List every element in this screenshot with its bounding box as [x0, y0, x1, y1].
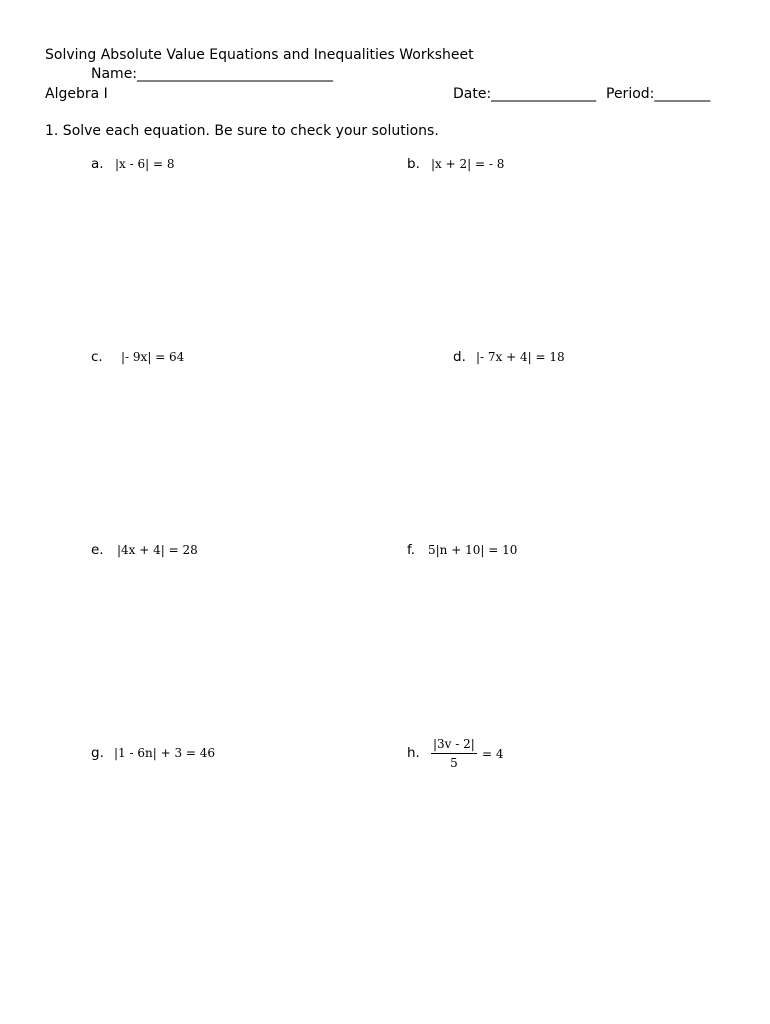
- name-line: Name:____________________________: [91, 66, 334, 82]
- problem-e-label: e.: [91, 542, 104, 558]
- problem-h-rhs: = 4: [482, 747, 504, 761]
- problem-h-fraction: [431, 736, 477, 771]
- problem-b-label: b.: [407, 156, 420, 172]
- problem-g-label: g.: [91, 745, 104, 761]
- problem-c-label: c.: [91, 349, 103, 365]
- problem-b-equation: |x + 2| = - 8: [431, 157, 505, 171]
- period-line: Period:________: [606, 86, 711, 102]
- problem-g-equation: |1 - 6n| + 3 = 46: [114, 746, 216, 760]
- problem-h-denominator: 5: [450, 756, 458, 770]
- problem-c-equation: |- 9x| = 64: [121, 350, 185, 364]
- problem-f-label: f.: [407, 542, 416, 558]
- problem-a-label: a.: [91, 156, 104, 172]
- problem-h-label: h.: [407, 745, 420, 761]
- section-1-instruction: 1. Solve each equation. Be sure to check your solutions.: [45, 123, 439, 139]
- problem-d-equation: |- 7x + 4| = 18: [476, 350, 565, 364]
- worksheet-title: Solving Absolute Value Equations and Inequalities Worksheet: [45, 47, 474, 63]
- problem-a-equation: |x - 6| = 8: [115, 157, 175, 171]
- course-name: Algebra I: [45, 86, 108, 102]
- problem-d-label: d.: [453, 349, 466, 365]
- problem-f-equation: 5|n + 10| = 10: [428, 543, 518, 557]
- date-line: Date:_______________: [453, 86, 597, 102]
- problem-e-equation: |4x + 4| = 28: [117, 543, 198, 557]
- problem-h-numerator: |3v - 2|: [431, 736, 477, 754]
